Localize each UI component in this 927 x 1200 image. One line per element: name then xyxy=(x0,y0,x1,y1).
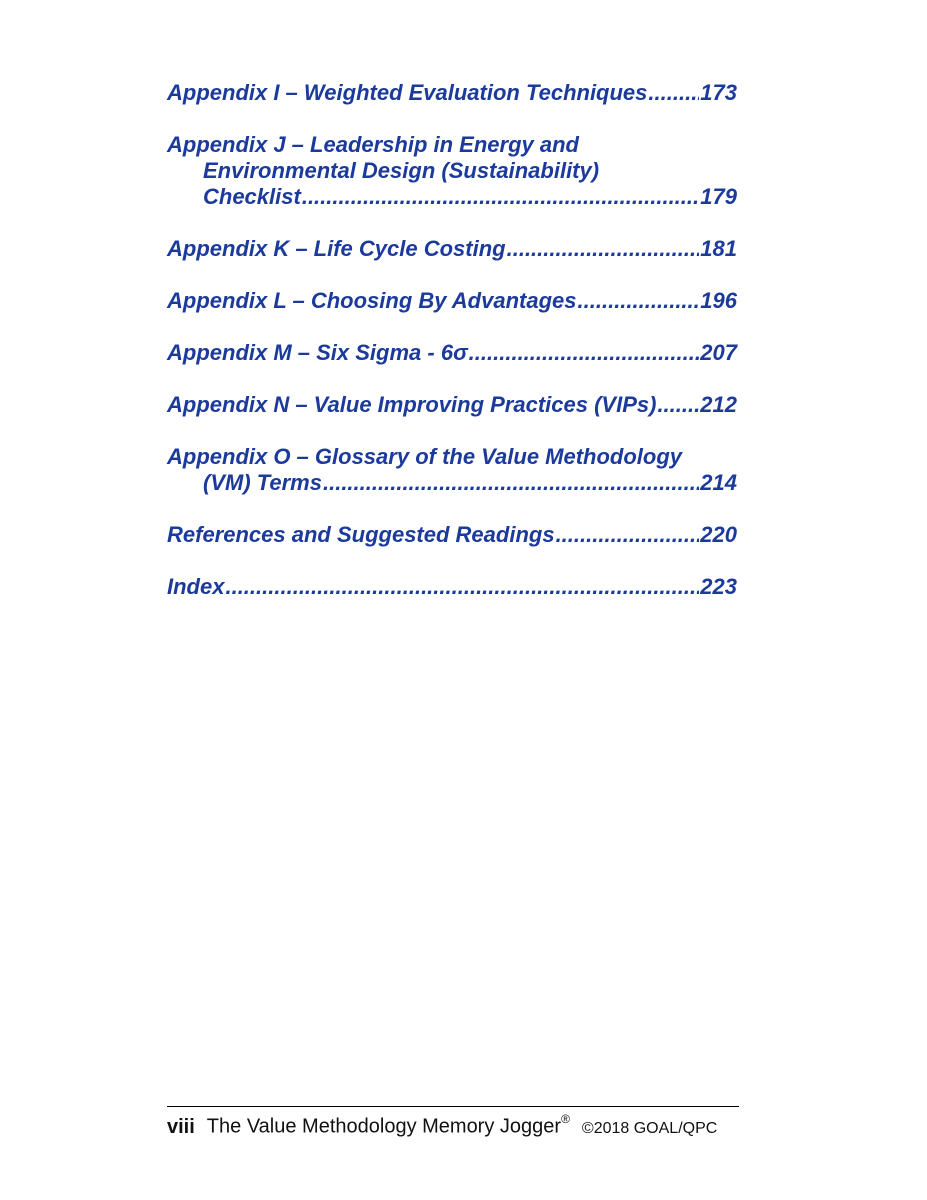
toc-entry-title: Checklist xyxy=(203,184,301,209)
toc-entry-page-number: 223 xyxy=(700,574,737,599)
toc-entry-appendix-o[interactable] xyxy=(167,444,737,496)
toc-entry-appendix-l[interactable] xyxy=(167,288,737,314)
toc-entry-appendix-i[interactable] xyxy=(167,80,737,106)
toc-entry-appendix-j[interactable] xyxy=(167,132,737,210)
toc-entry-title: Appendix N – Value Improving Practices (VIPs) xyxy=(167,392,657,417)
dot-leader xyxy=(469,340,700,366)
toc-entry-title: Index xyxy=(167,574,225,599)
dot-leader xyxy=(225,574,699,600)
dot-leader xyxy=(648,80,699,106)
copyright-notice: ©2018 GOAL/QPC xyxy=(581,1119,718,1137)
dot-leader xyxy=(556,522,700,548)
toc-entry-appendix-m[interactable] xyxy=(167,340,737,366)
toc-entry-page-number: 220 xyxy=(700,522,737,547)
toc-entry-title: Appendix L – Choosing By Advantages xyxy=(167,288,577,313)
registered-mark: ® xyxy=(561,1112,570,1126)
toc-entry-title-line: Appendix J – Leadership in Energy and xyxy=(167,132,579,157)
footer-divider xyxy=(167,1106,739,1107)
toc-entry-title: References and Suggested Readings xyxy=(167,522,555,547)
toc-entry-title: Appendix K – Life Cycle Costing xyxy=(167,236,506,261)
dot-leader xyxy=(323,470,699,496)
toc-entry-last-line xyxy=(167,236,737,262)
toc-entry-page-number: 207 xyxy=(700,340,737,365)
dot-leader xyxy=(507,236,700,262)
toc-entry-page-number: 212 xyxy=(700,392,737,417)
toc-entry-last-line xyxy=(167,392,737,418)
toc-entry-page-number: 196 xyxy=(700,288,737,313)
dot-leader xyxy=(578,288,700,314)
toc-entry-title: Appendix M – Six Sigma - 6σ xyxy=(167,340,468,365)
toc-entry-page-number: 214 xyxy=(700,470,737,495)
table-of-contents xyxy=(167,80,737,626)
toc-entry-references[interactable] xyxy=(167,522,737,548)
toc-entry-last-line xyxy=(167,470,737,496)
toc-entry-last-line xyxy=(167,522,737,548)
toc-entry-last-line xyxy=(167,340,737,366)
dot-leader xyxy=(302,184,699,210)
toc-entry-page-number: 173 xyxy=(700,80,737,105)
toc-entry-last-line xyxy=(167,184,737,210)
toc-entry-title: (VM) Terms xyxy=(203,470,322,495)
toc-entry-appendix-n[interactable] xyxy=(167,392,737,418)
toc-entry-last-line xyxy=(167,288,737,314)
toc-entry-page-number: 179 xyxy=(700,184,737,209)
toc-entry-appendix-k[interactable] xyxy=(167,236,737,262)
toc-entry-title: Appendix I – Weighted Evaluation Techniques xyxy=(167,80,648,105)
page-folio: viii xyxy=(167,1115,195,1138)
toc-entry-last-line xyxy=(167,574,737,600)
dot-leader xyxy=(657,392,699,418)
toc-entry-index[interactable] xyxy=(167,574,737,600)
toc-entry-page-number: 181 xyxy=(700,236,737,261)
page-footer xyxy=(167,1114,747,1144)
toc-entry-last-line xyxy=(167,80,737,106)
toc-entry-title-line: Appendix O – Glossary of the Value Methodology xyxy=(167,444,683,469)
book-title: The Value Methodology Memory Jogger xyxy=(206,1115,562,1138)
toc-entry-title-line: Environmental Design (Sustainability) xyxy=(203,158,600,183)
